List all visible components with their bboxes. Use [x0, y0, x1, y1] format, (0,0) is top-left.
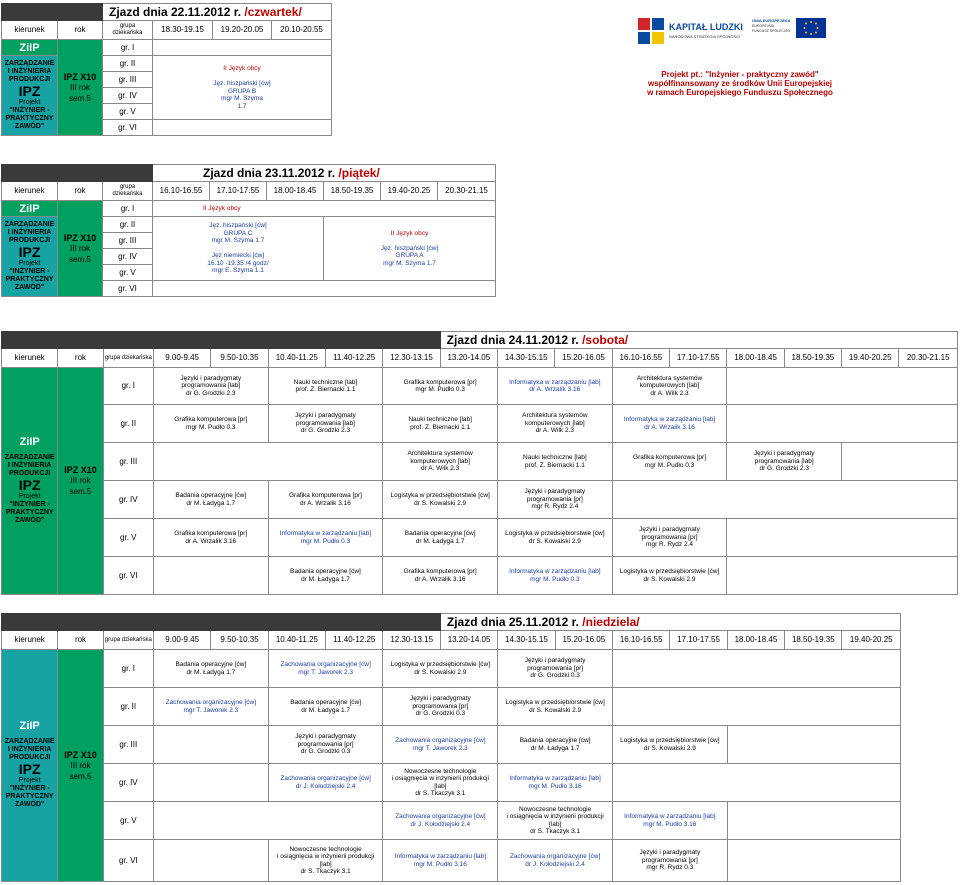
empty-slot [153, 802, 383, 840]
class-language-c: Jęz. hiszpański [ćw] GRUPA C mgr M. Szyma 1.7 Jęz niemiecki [ćw] 16.10 -19.35 /4 godz/ mgr E. Szyma 1.1 [153, 217, 324, 281]
header-time: 9.00-9.45 [153, 349, 210, 368]
class-cell: Logistyka w przedsiębiorstwie [ćw] dr S. Kowalski 2.9 [383, 481, 498, 519]
class-cell: Logistyka w przedsiębiorstwie [ćw] dr S. Kowalski 2.9 [498, 688, 613, 726]
day3-title: Zjazd dnia 24.11.2012 r. /sobota/ [440, 332, 957, 349]
schedule-day1 [1, 3, 332, 136]
header-time: 12.30-13.15 [383, 349, 440, 368]
project-info-line1: Projekt pt.: "Inżynier - praktyczny zawód" [661, 70, 819, 79]
class-cell: Nauki techniczne [lab] prof. Z. Biernacki 1.1 [383, 405, 498, 443]
header-rok: rok [58, 182, 103, 201]
empty-slot [153, 840, 268, 882]
group-label: gr. IV [103, 249, 153, 265]
header-rok: rok [58, 21, 103, 40]
header-grupa: grupa dziekańska [103, 182, 153, 201]
header-time: 9.50-10.35 [211, 631, 268, 650]
header-time: 18.50-19.35 [784, 349, 841, 368]
header-time: 12.30-13.15 [383, 631, 440, 650]
day4-title: Zjazd dnia 25.11.2012 r. /niedziela/ [440, 614, 900, 631]
header-grupa: grupa dziekańska [103, 631, 153, 650]
class-language: II Język obcy Jęz. hiszpański [ćw] GRUPA B mgr M. Szyma 1.7 [153, 56, 332, 120]
class-cell: Języki i paradygmaty programowania [pr] dr G. Grodzki 0.3 [498, 650, 613, 688]
group-label: gr. II [103, 688, 153, 726]
kierunek-info: ZiIP ZARZĄDZANIE I INŻYNIERIA PRODUKCJI IPZ Projekt "INŻYNIER - PRAKTYCZNY ZAWÓD" [2, 650, 58, 882]
class-cell: Informatyka w zarządzaniu [lab] mgr M. Pudło 3.16 [612, 802, 727, 840]
group-label: gr. III [103, 726, 153, 764]
empty-slot [153, 726, 268, 764]
class-cell: Architektura systemów komputerowych [lab] dr A. Wilk 2.3 [383, 443, 498, 481]
class-cell: Nowoczesne technologie i osiągnięcia w inżynierii produkcji [lab] dr S. Tkaczyk 3.1 [268, 840, 383, 882]
class-cell: Architektura systemów komputerowych [lab] dr A. Wilk 2.3 [498, 405, 613, 443]
title-shade [2, 614, 441, 631]
kapital-ludzki-subtitle: NARODOWA STRATEGIA SPÓJNOŚCI [669, 34, 741, 39]
empty-slot [612, 764, 900, 802]
group-label: gr. II [103, 405, 153, 443]
header-kierunek: kierunek [2, 21, 58, 40]
eu-flag-icon [796, 18, 826, 38]
kierunek-info: ZARZĄDZANIE I INŻYNIERIA PRODUKCJI IPZ Projekt "INŻYNIER - PRAKTYCZNY ZAWÓD" [2, 56, 58, 136]
header-time: 16.10-16.55 [153, 182, 210, 201]
header-time: 14.30-15.15 [498, 349, 555, 368]
group-label: gr. II [103, 56, 153, 72]
title-shade [2, 332, 441, 349]
group-label: gr. III [103, 443, 153, 481]
ue-sub2: FUNDUSZ SPOŁECZNY [752, 29, 791, 33]
class-cell: Grafika komputerowa [pr] dr A. Wrzalik 3.16 [268, 481, 383, 519]
header-grupa: grupa dziekańska [103, 21, 153, 40]
empty-slot [612, 688, 900, 726]
kierunek-info: ZiIP ZARZĄDZANIE I INŻYNIERIA PRODUKCJI IPZ Projekt "INŻYNIER - PRAKTYCZNY ZAWÓD" [2, 368, 58, 595]
header-rok: rok [58, 349, 103, 368]
day2-title: Zjazd dnia 23.11.2012 r. /piątek/ [153, 165, 496, 182]
header-time: 11.40-12.25 [326, 631, 383, 650]
class-cell: Grafika komputerowa [pr] dr A. Wrzalik 3.16 [383, 557, 498, 595]
header-time: 14.30-15.15 [498, 631, 555, 650]
group-label: gr. VI [103, 557, 153, 595]
group-label: gr. V [103, 265, 153, 281]
class-cell: Logistyka w przedsiębiorstwie [ćw] dr S. Kowalski 2.9 [383, 650, 498, 688]
header-kierunek: kierunek [2, 182, 58, 201]
group-label: gr. IV [103, 764, 153, 802]
class-cell: Zachowania organizacyjne [ćw] dr J. Kołodziejski 2.4 [498, 840, 613, 882]
header-time: 19.20-20.05 [213, 21, 272, 40]
empty-slot [153, 443, 382, 481]
header-time: 20.10-20.55 [272, 21, 332, 40]
class-cell: Informatyka w zarządzaniu [lab] mgr M. Pudło 3.16 [498, 764, 613, 802]
group-label: gr. IV [103, 88, 153, 104]
header-time: 19.40-20.25 [842, 631, 901, 650]
ue-sub1: EUROPEJSKI [752, 24, 775, 28]
class-cell: Logistyka w przedsiębiorstwie [ćw] dr S. Kowalski 2.9 [612, 726, 727, 764]
empty-slot [727, 519, 958, 557]
header-time: 10.40-11.25 [268, 631, 325, 650]
class-language-a: II Język obcy Jęz. hiszpański [ćw] GRUPA A mgr M. Szyma 1.7 [324, 217, 496, 281]
header-rok: rok [58, 631, 103, 650]
class-cell: Zachowania organizacyjne [ćw] mgr T. Jaworek 2.3 [268, 650, 383, 688]
project-info-line2: współfinansowany ze środków Unii Europejskiej [647, 79, 833, 88]
project-info [600, 70, 880, 97]
class-cell: Zachowania organizacyjne [ćw] mgr T. Jaworek 2.3 [153, 688, 268, 726]
group-label: gr. VI [103, 281, 153, 297]
header-time: 18.00-18.45 [727, 631, 784, 650]
empty-slot [727, 557, 958, 595]
ue-efs-logo [752, 16, 832, 40]
group-label: gr. II [103, 217, 153, 233]
header-kierunek: kierunek [2, 349, 58, 368]
empty-slot [612, 650, 900, 688]
empty-slot [153, 281, 496, 297]
class-cell: Badania operacyjne [ćw] dr M. Ładyga 1.7 [153, 481, 268, 519]
kapital-ludzki-logo [636, 16, 743, 46]
class-cell: Nowoczesne technologie i osiągnięcia w inżynierii produkcji [lab] dr S. Tkaczyk 3.1 [383, 764, 498, 802]
year-cell: IPZ X10 III rok sem.5 [58, 368, 103, 595]
group-label: gr. IV [103, 481, 153, 519]
header-time: 11.40-12.25 [325, 349, 382, 368]
class-cell: Badania operacyjne [ćw] dr M. Ładyga 1.7 [268, 557, 383, 595]
class-cell: Zachowania organizacyjne [ćw] dr J. Kołodziejski 2.4 [268, 764, 383, 802]
class-cell: Języki i paradygmaty programowania [pr] mgr R. Rydz 2.4 [498, 481, 613, 519]
group-label: gr. V [103, 519, 153, 557]
class-cell: Badania operacyjne [ćw] dr M. Ładyga 1.7 [268, 688, 383, 726]
class-cell: Języki i paradygmaty programowania [pr] mgr R. Rydz 2.4 [612, 519, 727, 557]
class-cell: Badania operacyjne [ćw] dr M. Ładyga 1.7 [153, 650, 268, 688]
header-time: 16.10-16.55 [612, 349, 669, 368]
schedule-day4 [1, 613, 901, 882]
header-time: 9.00-9.45 [153, 631, 210, 650]
empty-slot [727, 726, 900, 764]
empty-slot [612, 481, 957, 519]
year-cell: IPZ X10 III rok sem.5 [58, 201, 103, 297]
class-cell: Zachowania organizacyjne [ćw] mgr T. Jaworek 2.3 [383, 726, 498, 764]
class-cell: Informatyka w zarządzaniu [lab] mgr M. Pudło 3.16 [383, 840, 498, 882]
header-time: 17.10-17.55 [670, 631, 727, 650]
class-cell: Języki i paradygmaty programowania [lab] dr G. Grodzki 2.3 [268, 405, 383, 443]
empty-slot [153, 40, 332, 56]
header-time: 9.50-10.35 [211, 349, 268, 368]
class-cell: Nauki techniczne [lab] prof. Z. Biernacki 1.1 [268, 368, 383, 405]
group-label: gr. I [103, 368, 153, 405]
class-cell: Grafika komputerowa [pr] mgr M. Pudło 0.3 [612, 443, 727, 481]
header-time: 18.50-19.35 [324, 182, 381, 201]
class-cell: Architektura systemów komputerowych [lab] dr A. Wilk 2.3 [612, 368, 727, 405]
class-cell: Grafika komputerowa [pr] mgr M. Pudło 0.3 [383, 368, 498, 405]
empty-slot [153, 557, 268, 595]
header-time: 13.20-14.05 [440, 631, 497, 650]
header-time: 17.10-17.55 [670, 349, 727, 368]
class-cell: Logistyka w przedsiębiorstwie [ćw] dr S. Kowalski 2.9 [498, 519, 613, 557]
empty-slot [727, 405, 958, 443]
empty-slot [153, 120, 332, 136]
header-time: 17.10-17.55 [210, 182, 267, 201]
header-time: 15.20-16.05 [555, 349, 612, 368]
day1-title: Zjazd dnia 22.11.2012 r. /czwartek/ [103, 4, 332, 21]
class-cell: Języki i paradygmaty programowania [pr] dr G. Grodzki 0.3 [268, 726, 383, 764]
group-label: gr. VI [103, 120, 153, 136]
year-cell: IPZ X10 III rok sem.5 [58, 650, 103, 882]
class-cell: Informatyka w zarządzaniu [lab] dr A. Wrzalik 3.16 [612, 405, 727, 443]
header-time: 20.30-21.15 [438, 182, 496, 201]
kapital-ludzki-title: KAPITAŁ LUDZKI [669, 22, 743, 32]
group-label: gr. V [103, 802, 153, 840]
language-header: II Język obcy [153, 201, 496, 217]
header-time: 16.10-16.55 [612, 631, 669, 650]
header-time: 18.30-19.15 [153, 21, 213, 40]
header-time: 19.40-20.25 [381, 182, 438, 201]
class-cell: Grafika komputerowa [pr] dr A. Wrzalik 3.16 [153, 519, 268, 557]
title-shade [2, 165, 153, 182]
group-label: gr. I [103, 201, 153, 217]
class-cell: Informatyka w zarządzaniu [lab] dr A. Wrzalik 3.16 [498, 368, 613, 405]
group-label: gr. I [103, 650, 153, 688]
group-label: gr. III [103, 233, 153, 249]
header-kierunek: kierunek [2, 631, 58, 650]
header-time: 18.50-19.35 [785, 631, 842, 650]
ue-title: UNIA EUROPEJSKA [752, 18, 791, 23]
header-time: 18.00-18.45 [267, 182, 324, 201]
project-info-line3: w ramach Europejskiego Funduszu Społecznego [647, 88, 833, 97]
class-cell: Grafika komputerowa [pr] mgr M. Pudło 0.3 [153, 405, 268, 443]
empty-slot [727, 802, 900, 840]
year-cell: IPZ X10 III rok sem.5 [58, 40, 103, 136]
title-shade [2, 4, 103, 21]
header-grupa: grupa dziekańska [103, 349, 153, 368]
group-label: gr. VI [103, 840, 153, 882]
empty-slot [842, 443, 958, 481]
class-cell: Języki i paradygmaty programowania [pr] mgr R. Rydz 0.3 [612, 840, 727, 882]
header-time: 20.30-21.15 [899, 349, 958, 368]
header-time: 13.20-14.05 [440, 349, 497, 368]
header-time: 19.40-20.25 [842, 349, 899, 368]
group-label: gr. III [103, 72, 153, 88]
kierunek-info: ZARZĄDZANIE I INŻYNIERIA PRODUKCJI IPZ Projekt "INŻYNIER - PRAKTYCZNY ZAWÓD" [2, 217, 58, 297]
class-cell: Badania operacyjne [ćw] dr M. Ładyga 1.7 [383, 519, 498, 557]
schedule-day3 [1, 331, 958, 595]
kapital-ludzki-emblem-icon [636, 16, 666, 46]
class-cell: Informatyka w zarządzaniu [lab] mgr M. Pudło 0.3 [268, 519, 383, 557]
class-cell: Języki i paradygmaty programowania [lab] dr G. Grodzki 2.3 [727, 443, 842, 481]
kierunek-zilp: ZiIP [2, 40, 58, 56]
header-time: 10.40-11.25 [268, 349, 325, 368]
empty-slot [153, 764, 268, 802]
kierunek-zilp: ZiIP [2, 201, 58, 217]
class-cell: Informatyka w zarządzaniu [lab] mgr M. Pudło 0.3 [498, 557, 613, 595]
schedule-day2 [1, 164, 496, 297]
class-cell: Nowoczesne technologie i osiągnięcia w inżynierii produkcji [lab] dr S. Tkaczyk 3.1 [498, 802, 613, 840]
header-time: 15.20-16.05 [555, 631, 612, 650]
empty-slot [727, 368, 958, 405]
class-cell: Nauki techniczne [lab] prof. Z. Biernacki 1.1 [498, 443, 613, 481]
class-cell: Badania operacyjne [ćw] dr M. Ładyga 1.7 [498, 726, 613, 764]
class-cell: Logistyka w przedsiębiorstwie [ćw] dr S. Kowalski 2.9 [612, 557, 727, 595]
class-cell: Języki i paradygmaty programowania [pr] dr G. Grodzki 0.3 [383, 688, 498, 726]
header-time: 18.00-18.45 [727, 349, 784, 368]
empty-slot [727, 840, 900, 882]
group-label: gr. V [103, 104, 153, 120]
group-label: gr. I [103, 40, 153, 56]
class-cell: Języki i paradygmaty programowania [lab] dr G. Grodzki 2.3 [153, 368, 268, 405]
class-cell: Zachowania organizacyjne [ćw] dr J. Kołodziejski 2.4 [383, 802, 498, 840]
